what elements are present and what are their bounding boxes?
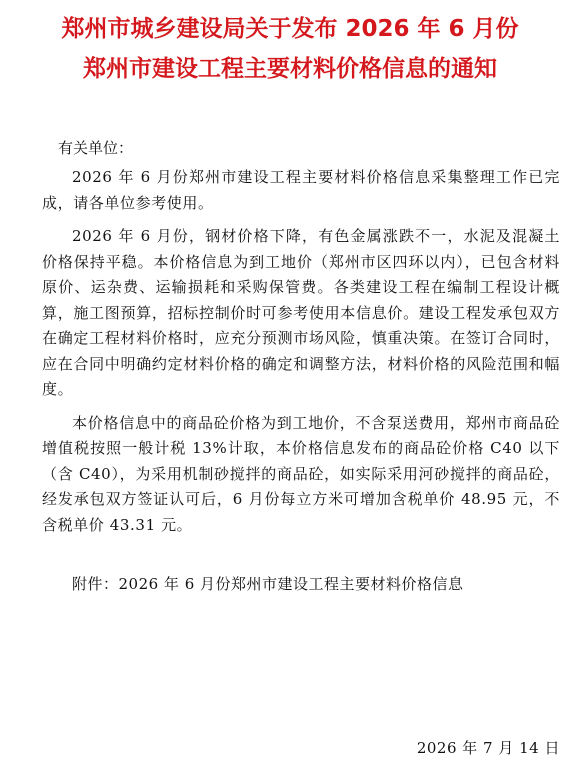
paragraph-intro: 2026 年 6 月份郑州市建设工程主要材料价格信息采集整理工作已完成，请各单位参考使用。 — [42, 168, 560, 212]
issue-date: 2026 年 7 月 14 日 — [416, 739, 560, 757]
notice-title-line2: 郑州市建设工程主要材料价格信息的通知 — [83, 56, 497, 82]
notice-title-line1: 郑州市城乡建设局关于发布 2026 年 6 月份 — [61, 16, 519, 42]
paragraph-concrete-pricing: 本价格信息中的商品砼价格为到工地价，不含泵送费用，郑州市商品砼增值税按照一般计税 13%计取，本价格信息发布的商品砼价格 C40 以下（含 C40），为采用机制砂搅拌的商品砼，如实际采用河砂搅拌的商品砼，经发承包双方签证认可后，6 月份每立方米可增加含税单价 48.95 元，不含税单价 43.31 元。 — [42, 413, 560, 534]
paragraph-market-overview: 2026 年 6 月份，钢材价格下降，有色金属涨跌不一，水泥及混凝土价格保持平稳。本价格信息为到工地价（郑州市区四环以内），已包含材料原价、运杂费、运输损耗和采购保管费。各类建设工程在编制工程设计概算，施工图预算，招标控制价时可参考使用本信息价。建设工程发承包双方在确定工程材料价格时，应充分预测市场风险，慎重决策。在签订合同时，应在合同中明确约定材料价格的确定和调整方法，材料价格的风险范围和幅度。 — [42, 227, 560, 398]
attachment-line: 附件：2026 年 6 月份郑州市建设工程主要材料价格信息 — [72, 575, 464, 593]
salutation: 有关单位： — [58, 139, 134, 157]
